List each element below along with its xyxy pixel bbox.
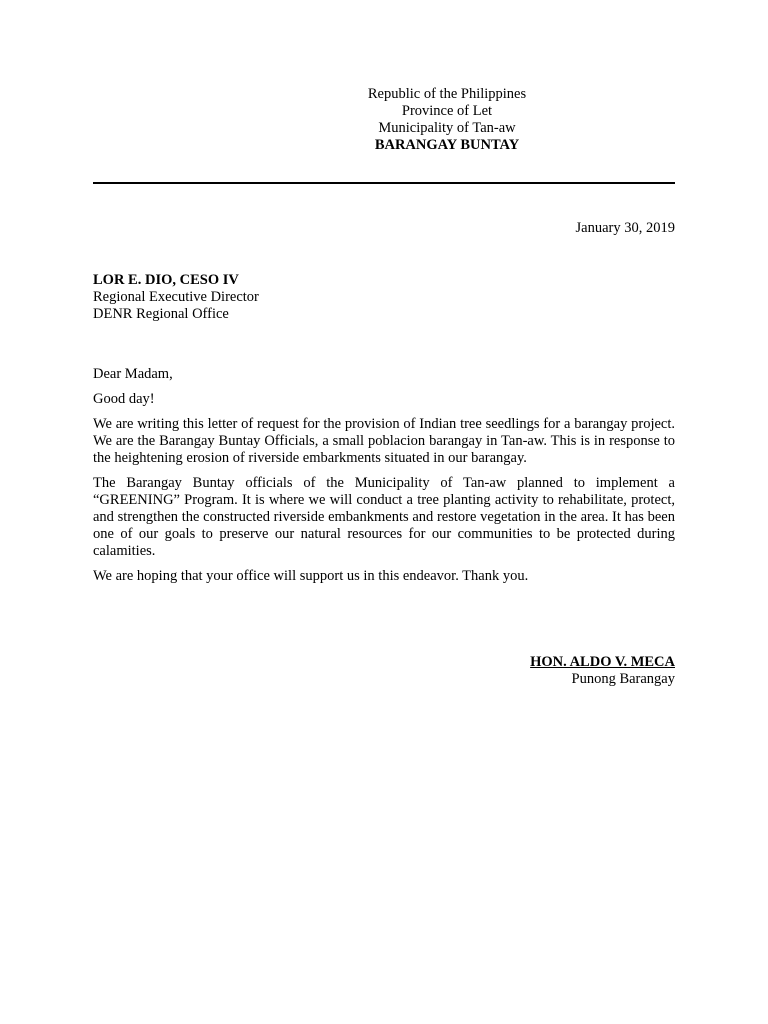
recipient-office: DENR Regional Office xyxy=(93,306,229,322)
letter-date: January 30, 2019 xyxy=(575,220,675,236)
letterhead-barangay: BARANGAY BUNTAY xyxy=(374,137,520,153)
letterhead xyxy=(347,86,547,154)
recipient-name: LOR E. DIO, CESO IV xyxy=(93,272,239,288)
recipient-title: Regional Executive Director xyxy=(93,289,259,305)
letterhead-divider xyxy=(93,182,675,184)
salutation: Dear Madam, xyxy=(93,366,173,382)
letterhead-province: Province of Let xyxy=(401,103,493,119)
letterhead-country: Republic of the Philippines xyxy=(367,86,527,102)
recipient-block xyxy=(93,272,493,323)
greeting: Good day! xyxy=(93,391,155,407)
letterhead-municipality: Municipality of Tan-aw xyxy=(378,120,516,136)
body-paragraph-2: The Barangay Buntay officials of the Municipality of Tan-aw planned to implement a “GREENING” Program. It is where we will conduct a tree planting activity to rehabilitate, protect, and strengthen the constructed riverside embankments and restore vegetation in the area. It has been one of our goals to preserve our natural resources for our communities to be protected during calamities. xyxy=(93,475,675,559)
signatory-position: Punong Barangay xyxy=(571,671,675,687)
signatory-name: HON. ALDO V. MECA xyxy=(530,654,675,670)
letter-body xyxy=(93,391,675,593)
signature-block xyxy=(375,654,675,688)
body-paragraph-1: We are writing this letter of request for the provision of Indian tree seedlings for a barangay project. We are the Barangay Buntay Officials, a small poblacion barangay in Tan-aw. This is in response to the heightening erosion of riverside embarkments situated in our barangay. xyxy=(93,416,675,466)
closing-paragraph: We are hoping that your office will support us in this endeavor. Thank you. xyxy=(93,568,529,584)
